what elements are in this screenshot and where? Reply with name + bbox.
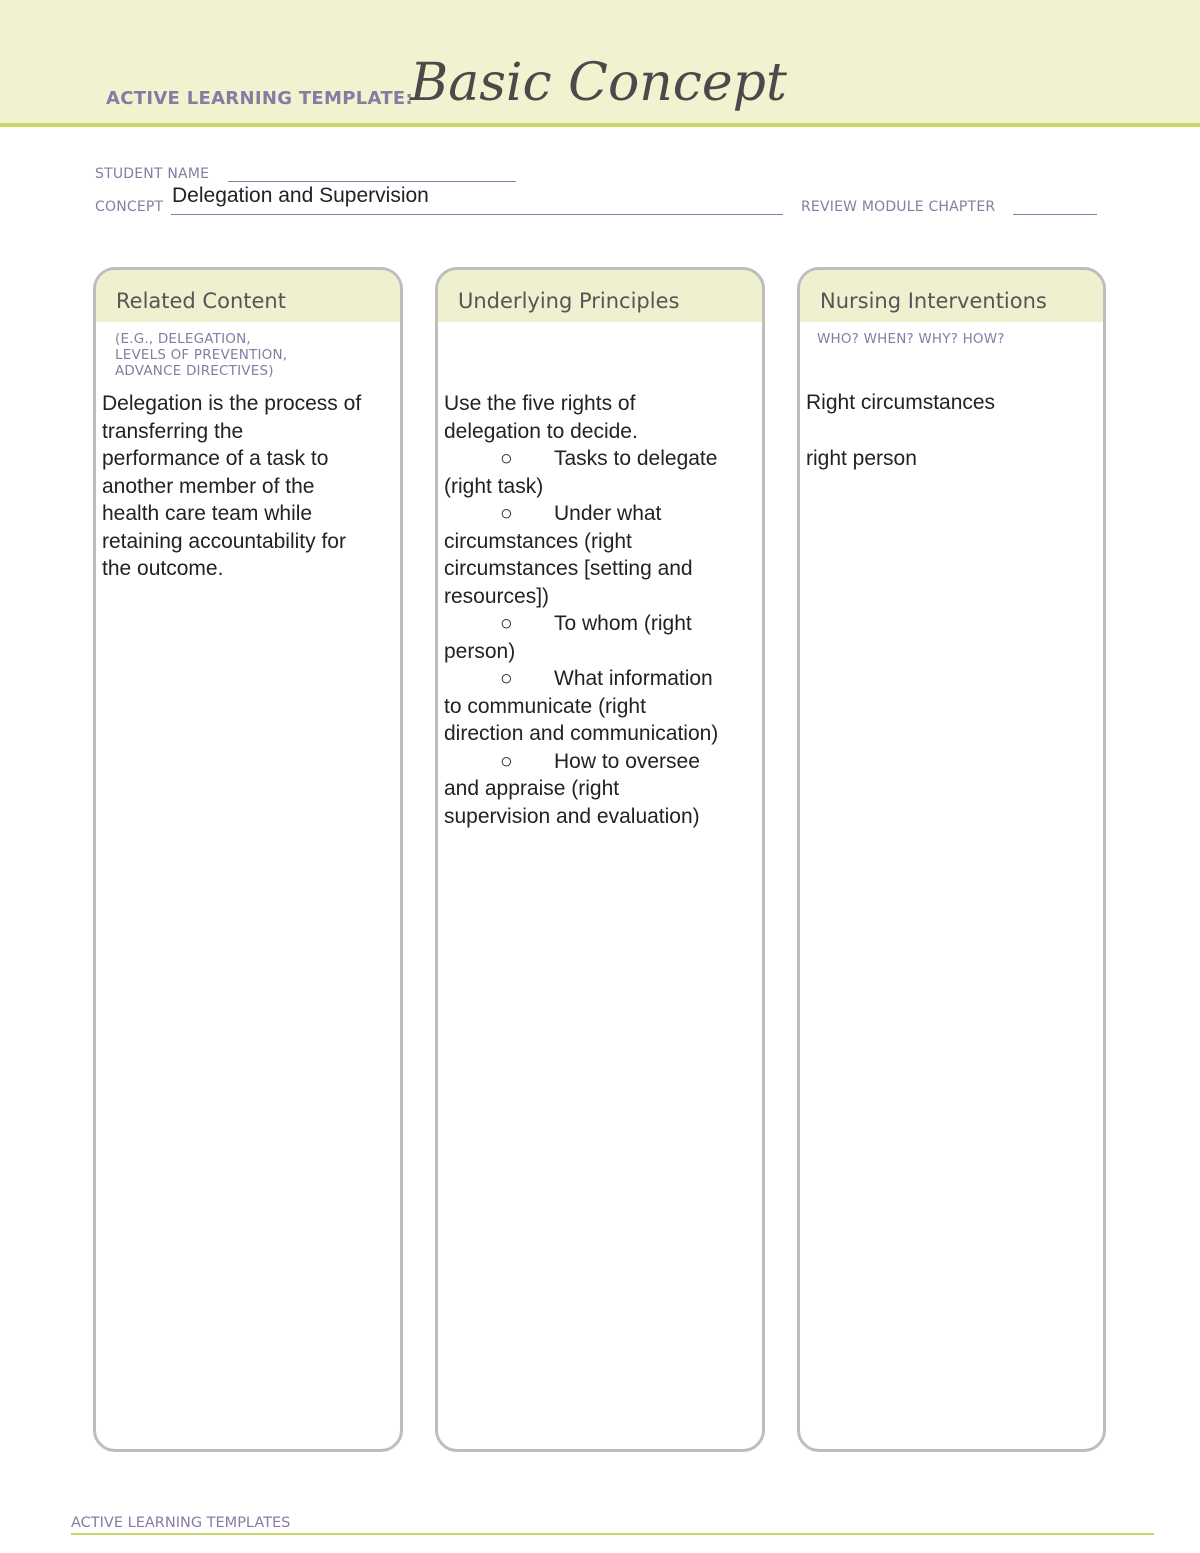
text-line: delegation to decide. [444,419,638,443]
student-name-label: STUDENT NAME [95,166,210,182]
hint-line: (E.G., DELEGATION, [115,331,251,347]
student-name-field[interactable] [228,181,516,182]
circle-bullet-icon: ○ [500,667,513,690]
circle-bullet-icon: ○ [500,502,513,525]
related-content-hint [115,331,287,379]
text-line: performance of a task to [102,447,329,470]
review-module-field[interactable] [1013,214,1097,215]
related-content-text[interactable] [102,390,402,583]
text-line: retaining accountability for [102,529,346,553]
text-line: and appraise (right [444,777,620,800]
footer-label: ACTIVE LEARNING TEMPLATES [71,1515,291,1531]
concept-field[interactable] [171,214,783,215]
text-line: supervision and evaluation) [444,804,700,828]
list-item [444,445,764,473]
related-content-header [96,270,400,322]
nursing-interventions-hint: WHO? WHEN? WHY? HOW? [817,331,1005,347]
text-line: resources]) [444,584,550,608]
nursing-interventions-title: Nursing Interventions [820,289,1047,313]
circle-bullet-icon: ○ [500,749,513,773]
hint-line: ADVANCE DIRECTIVES) [115,363,274,379]
text-line: another member of the [102,474,315,498]
underlying-principles-card [435,267,765,1452]
list-item-text: To whom (right [554,612,692,635]
list-item-text: Under what [554,502,662,525]
list-item [444,748,764,776]
text-line: circumstances [setting and [444,557,693,580]
related-content-title: Related Content [116,289,286,313]
template-label: ACTIVE LEARNING TEMPLATE: [106,88,413,109]
footer-divider [71,1533,1154,1535]
text-line: Delegation is the process of [102,392,362,415]
template-title: Basic Concept [410,53,787,113]
hint-line: LEVELS OF PREVENTION, [115,347,288,363]
text-line: person) [444,639,516,663]
list-item [444,665,764,693]
text-line: health care team while [102,502,313,525]
list-item-text: How to oversee [554,749,700,773]
circle-bullet-icon: ○ [500,612,513,635]
text-line: direction and communication) [444,722,719,745]
text-line: circumstances (right [444,529,632,553]
header-divider [0,123,1200,127]
concept-value: Delegation and Supervision [172,184,429,207]
circle-bullet-icon: ○ [500,447,513,470]
list-item-text: Tasks to delegate [554,447,718,470]
text-line: right person [806,447,917,470]
concept-label: CONCEPT [95,199,164,215]
text-line: transferring the [102,419,244,443]
underlying-principles-header [438,270,762,322]
text-line: (right task) [444,474,544,498]
nursing-interventions-card [797,267,1106,1452]
text-line: Use the five rights of [444,392,636,415]
list-item [444,500,764,528]
nursing-interventions-text[interactable] [806,389,1102,473]
related-content-card [93,267,403,1452]
review-module-label: REVIEW MODULE CHAPTER [801,199,996,215]
text-line: the outcome. [102,557,224,580]
underlying-principles-text[interactable] [444,390,764,830]
text-line: to communicate (right [444,694,646,718]
nursing-interventions-header [800,270,1103,322]
text-line: Right circumstances [806,391,996,414]
list-item-text: What information [554,667,713,690]
underlying-principles-title: Underlying Principles [458,289,680,313]
list-item [444,610,764,638]
